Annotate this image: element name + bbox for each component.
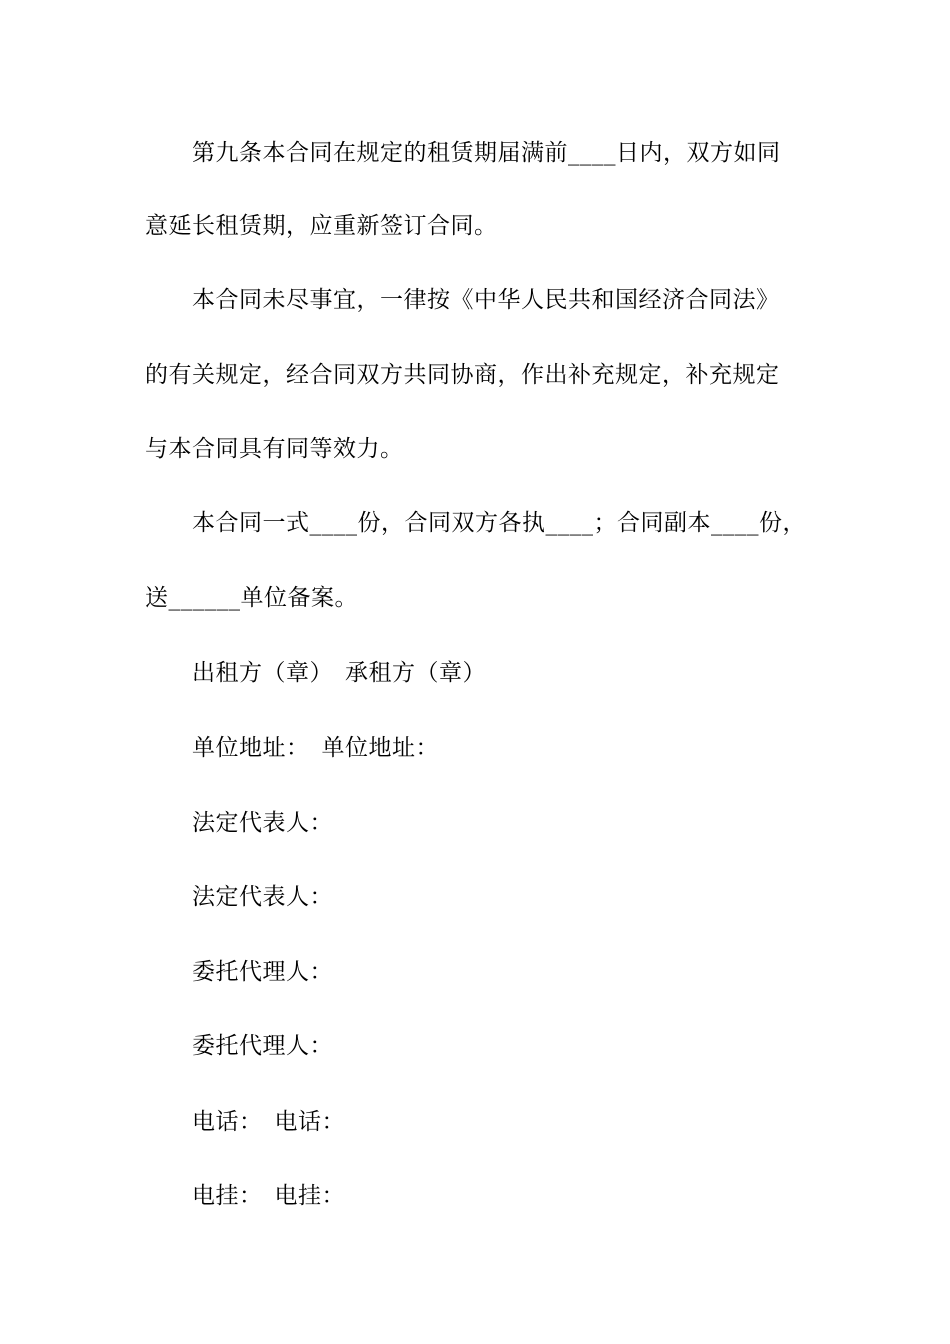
paragraph-copies-line-2: 送______单位备案。 [145,585,358,611]
lessor-phone-label: 电话： [192,1109,263,1135]
lessee-address-label: 单位地址： [321,735,439,761]
lessee-seal-label: 承租方（章） [345,660,486,686]
lessee-telex-label: 电挂： [274,1183,345,1209]
paragraph-supplement-line-1: 本合同未尽事宜，一律按《中华人民共和国经济合同法》 [192,287,780,313]
lessee-legal-rep-label: 法定代表人： [192,884,333,910]
signature-telex-row [192,1181,345,1211]
lessor-seal-label: 出租方（章） [192,660,333,686]
lessor-legal-rep-label: 法定代表人： [192,810,333,836]
paragraph-copies-line-1: 本合同一式____份，合同双方各执____；合同副本____份， [192,510,806,536]
lessee-phone-label: 电话： [274,1109,345,1135]
paragraph-article-9-line-2: 意延长租赁期，应重新签订合同。 [145,213,498,239]
signature-address-row [192,733,439,763]
lessor-agent-label: 委托代理人： [192,959,333,985]
lessee-agent-label: 委托代理人： [192,1033,333,1059]
signature-seal-row [192,658,486,688]
lessor-address-label: 单位地址： [192,735,310,761]
paragraph-supplement-line-2: 的有关规定，经合同双方共同协商，作出补充规定，补充规定 [145,362,780,388]
signature-phone-row [192,1107,345,1137]
lessor-telex-label: 电挂： [192,1183,263,1209]
paragraph-supplement-line-3: 与本合同具有同等效力。 [145,436,404,462]
paragraph-article-9-line-1: 第九条本合同在规定的租赁期届满前____日内，双方如同 [192,140,781,166]
